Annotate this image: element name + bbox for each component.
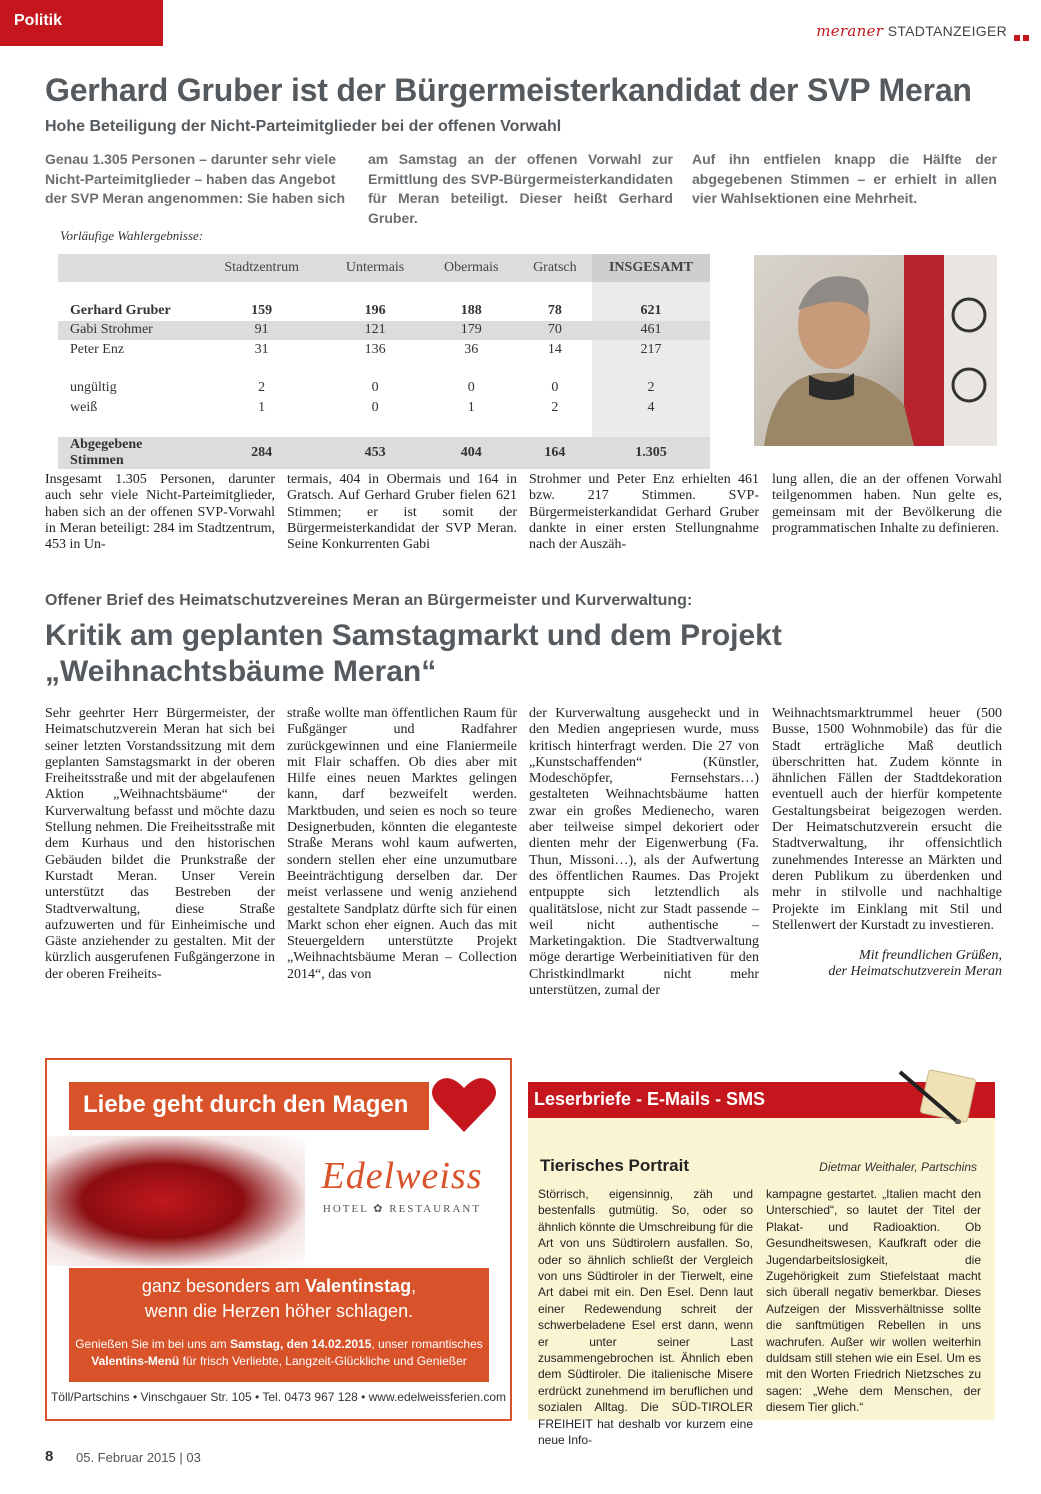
results-header-row xyxy=(58,254,710,282)
ad-offer-line1: ganz besonders am Valentinstag, xyxy=(141,1276,417,1296)
table-cell: 461 xyxy=(592,321,710,341)
results-header-cell: Stadtzentrum xyxy=(198,254,325,282)
candidate-photo xyxy=(754,255,997,446)
issue-date: 05. Februar 2015 | 03 xyxy=(76,1450,201,1465)
table-row xyxy=(58,321,710,341)
table-cell: 1.305 xyxy=(592,437,710,469)
table-cell: ungültig xyxy=(70,380,117,396)
ad-address[interactable]: Töll/Partschins • Vinschgauer Str. 105 • Tel. 0473 967 128 • www.edelweissferien.com xyxy=(50,1390,507,1404)
ad-brand-name: Edelweiss xyxy=(321,1155,483,1197)
table-cell: 136 xyxy=(364,341,386,357)
table-row xyxy=(58,437,710,469)
rose-image xyxy=(47,1136,305,1266)
letters-author: Dietmar Weithaler, Partschins xyxy=(819,1160,977,1174)
article1-lead-col3: Auf ihn entfielen knapp die Hälfte der abgegebenen Stimmen – er erhielt in allen vier Wahlsektionen eine Mehrheit. xyxy=(692,151,997,206)
article2-title-line2: „Weihnachtsbäume Meran“ xyxy=(45,655,437,688)
article2-title-line1: Kritik am geplanten Samstagmarkt und dem Projekt xyxy=(45,619,782,652)
table-cell: 2 xyxy=(258,380,266,396)
table-cell: Gerhard Gruber xyxy=(70,302,171,318)
masthead-dots-icon xyxy=(1011,28,1031,34)
results-caption: Vorläufige Wahlergebnisse: xyxy=(60,228,204,243)
table-cell: 31 xyxy=(254,341,269,357)
ad-banner: Liebe geht durch den Magen xyxy=(69,1082,429,1130)
article2-kicker: Offener Brief des Heimatschutzvereines Meran an Bürgermeister und Kurverwaltung: xyxy=(45,592,693,609)
article2-body-col1: Sehr geehrter Herr Bürgermeister, der Heimatschutzverein Meran hat sich bei seiner letzten Vorstandssitzung mit dem geplanten Samstagsmarkt in der oberen Freiheitsstraße und mit der abgelaufenen Aktion „Weihnachtsbäume“ der Kurverwaltung befasst und möchte dazu Stellung nehmen. Die Freiheitsstraße mit dem Kurhaus und den historischen Gebäuden bildet die Prunkstraße der Kurstadt Meran. Unser Verein unterstützt das Bestreben der Stadtverwaltung, diese Straße aufzuwerten und für Einheimische und Gäste anziehender zu gestalten. Mit der kürzlich ausgerufenen Fußgängerzone in der oberen Freiheits- xyxy=(45,706,275,982)
table-cell: Gabi Strohmer xyxy=(58,321,198,341)
table-cell: 2 xyxy=(551,399,559,415)
article2-body-col2: straße wollte man öffentlichen Raum für Fußgänger und Radfahrer zurückgewinnen und eine Flaniermeile mit Flair schaffen. Ob dies aber mit Hilfe eines neuen Marktes gelingen kann, darf bezweifelt werden. Marktbuden, und seien es noch so teure Designerbuden, könnten die eleganteste Straße Merans wohl kaum aufwerten, sondern stellen eher eine unzumutbare Beeinträchtigung derselben dar. Der meist verlassene und wenig anziehend gestaltete Sandplatz dürfte sich für einen Markt schon eher eignen. Auch das mit Steuergeldern unterstützte Projekt „Weihnachtsbäume Meran – Collection 2014“, das von xyxy=(287,706,517,982)
table-row xyxy=(58,340,710,360)
masthead xyxy=(816,22,1007,40)
results-header-cell: Untermais xyxy=(325,254,424,282)
ad-brand-sub: HOTEL ✿ RESTAURANT xyxy=(322,1203,482,1215)
letters-title: Tierisches Portrait xyxy=(540,1156,689,1175)
letters-banner: Leserbriefe - E-Mails - SMS xyxy=(528,1082,995,1118)
table-cell: 4 xyxy=(592,398,710,418)
heart-icon xyxy=(429,1074,499,1136)
results-header-cell xyxy=(58,254,198,282)
ad-offer-line2: wenn die Herzen höher schlagen. xyxy=(144,1301,414,1321)
article1-body-col2: termais, 404 in Obermais und 164 in Gratsch. Auf Gerhard Gruber fielen 621 Stimmen; er ist somit der Bürgermeisterkandidat der SVP Meran. Seine Konkurrenten Gabi xyxy=(287,472,517,553)
results-header-cell: INSGESAMT xyxy=(592,254,710,282)
table-cell: 1 xyxy=(467,399,475,415)
letters-box xyxy=(528,1082,995,1448)
table-cell: 179 xyxy=(425,321,518,341)
table-cell: 121 xyxy=(325,321,424,341)
ad-offer-details: Genießen Sie im bei uns am Samstag, den 14.02.2015, unser romantisches Valentins-Menü für frisch Verliebte, Langzeit-Glückliche und Genießer xyxy=(75,1337,483,1368)
table-cell: 36 xyxy=(464,341,479,357)
table-cell: 0 xyxy=(551,380,559,396)
ad-offer-box xyxy=(69,1268,489,1382)
table-cell: 0 xyxy=(371,399,379,415)
article1-body-col1: Insgesamt 1.305 Personen, darunter auch sehr viele Nicht-Parteimitglieder, haben sich an der offenen SVP-Vorwahl in Meran beteiligt: 284 im Stadtzentrum, 453 in Un- xyxy=(45,472,275,553)
ad-brand-logo xyxy=(307,1154,497,1215)
table-cell: 78 xyxy=(547,302,562,318)
article1-subtitle: Hohe Beteiligung der Nicht-Parteimitglieder bei der offenen Vorwahl xyxy=(45,118,562,135)
article2-body-col3: der Kurverwaltung ausgeheckt und in den Medien angepriesen wurde, muss kritisch hinterfragt werden. Die 27 von „Kunstschaffenden“ (Künstler, Modeschöpfer, Fernsehstars…) gestalteten Weihnachtsbäume hatten zwar ein großes Medienecho, waren aber teilweise simpel dekoriert oder dienten mehr der Eigenwerbung (Fa. Thun, Missoni…), als der Aufwertung des öffentlichen Raumes. Das Projekt entpuppte sich letztendlich als qualitätslose, nicht zur Stadt passende – weil nicht authentische – Marketingaktion. Die Stadtverwaltung möge derartige Werbeinitiativen für den Christkindlmarkt nicht mehr unterstützen, zumal der xyxy=(529,706,759,999)
results-table xyxy=(58,254,710,469)
table-cell: 0 xyxy=(371,380,379,396)
table-cell: 91 xyxy=(198,321,325,341)
page-number: 8 xyxy=(45,1448,54,1465)
signoff-line1: Mit freundlichen Grüßen, xyxy=(859,948,1002,964)
masthead-script: meraner xyxy=(816,22,884,40)
table-cell: 159 xyxy=(251,302,273,318)
results-header-cell: Obermais xyxy=(425,254,518,282)
candidate-photo-illustration xyxy=(754,255,997,446)
table-cell: weiß xyxy=(70,399,98,415)
letters-body-col1: Störrisch, eigensinnig, zäh und bestenfalls gutmütig. So, oder so ähnlich könnte die Umschreibung für die Art von uns Südtirolern ausfallen. So, oder so ähnlich schließt der Vergleich von uns Südtiroler in der Tierwelt, eine Art dabei mit ein. Den Esel. Denn laut einer Redewendung schreit der schwerbeladene Esel erst dann, wenn er unter seiner Last zusammengebrochen ist. Ähnlich eben dem Südtiroler. Die italienische Misere erdrückt zunehmend im beruflichen und sozialen Alltag. Die SÜD-TIROLER FREIHEIT hat deshalb vor kurzem eine neue Info- xyxy=(538,1187,753,1448)
table-cell: 164 xyxy=(518,437,592,469)
table-cell: 70 xyxy=(518,321,592,341)
table-cell: 1 xyxy=(258,399,266,415)
table-cell: 217 xyxy=(592,340,710,360)
advertisement[interactable] xyxy=(45,1058,512,1421)
table-cell: Abgegebene Stimmen xyxy=(58,437,198,469)
table-cell: 2 xyxy=(592,379,710,399)
table-cell: 196 xyxy=(364,302,386,318)
article2-body-col4-text: Weihnachtsmarktrummel heuer (500 Busse, 1500 Wohnmobile) das für die Stadt erträgliche Maß deutlich überschritten hat. Zudem könnte in ähnlichen Fällen der Stadtdekoration eventuell auch der hierfür kompetente Gestaltungsbeirat beigezogen werden. Der Heimatschutzverein ersucht die Stadtverwaltung, ihr offensichtlich zunehmendes Interesse an Märkten und deren Publikum zu überdenken und mehr in stilvolle und nachhaltige Projekte im Einklang mit Stil und Stellenwert der Kurstadt zu investieren. xyxy=(772,706,1002,933)
table-row xyxy=(58,379,710,399)
article2-body-col4 xyxy=(772,706,1002,981)
section-tab: Politik xyxy=(0,0,163,46)
signoff-line2: der Heimatschutzverein Meran xyxy=(828,964,1002,980)
letters-body-col2: kampagne gestartet. „Italien macht den Unterschied“, so lautet der Titel der Plakat- und Radioaktion. Ob Gesundheitswesen, Kaufkraft oder die Jugendarbeitslosigkeit, die Zugehörigkeit zum Stiefelstaat macht sich überall negativ bemerkbar. Dieses Aufzeigen der Missverhältnisse sollte die sanftmütigen Rebellen in uns wachrufen. Außer wir wollen weiterhin duldsam still stehen wie ein Esel. Um es mit den Worten Friedrich Nietzsches zu sagen: „Wehe dem Menschen, der diesem Tier glich.“ xyxy=(766,1187,981,1415)
results-header-cell: Gratsch xyxy=(518,254,592,282)
masthead-caps: STADTANZEIGER xyxy=(887,23,1007,39)
table-cell: 0 xyxy=(467,380,475,396)
table-row xyxy=(58,398,710,418)
table-cell: 404 xyxy=(425,437,518,469)
article1-lead-col1: Genau 1.305 Personen – darunter sehr viele Nicht-Parteimitglieder – haben das Angebot der SVP Meran angenommen: Sie haben sich xyxy=(45,151,346,206)
article1-title: Gerhard Gruber ist der Bürgermeisterkandidat der SVP Meran xyxy=(45,72,972,108)
table-cell: Peter Enz xyxy=(70,341,125,357)
table-cell: 453 xyxy=(325,437,424,469)
article2-title xyxy=(45,618,782,690)
table-cell: 188 xyxy=(460,302,482,318)
article1-body-col3: Strohmer und Peter Enz erhielten 461 bzw. 217 Stimmen. SVP-Bürgermeisterkandidat Gerhard Gruber dankte in einer ersten Stellungnahme nach der Auszäh- xyxy=(529,472,759,553)
article1-body-col4: lung allen, die an der offenen Vorwahl teilgenommen haben. Nun gelte es, gemeinsam mit der Bevölkerung die programmatischen Inhalte zu definieren. xyxy=(772,472,1002,536)
table-row xyxy=(58,301,710,321)
table-cell: 14 xyxy=(547,341,562,357)
quill-envelope-icon xyxy=(898,1068,978,1124)
table-cell: 621 xyxy=(592,301,710,321)
article1-lead-col2: am Samstag an der offenen Vorwahl zur Ermittlung des SVP-Bürgermeisterkandidaten für Meran beteiligt. Dieser heißt Gerhard Gruber. xyxy=(368,151,673,226)
table-cell: 284 xyxy=(198,437,325,469)
